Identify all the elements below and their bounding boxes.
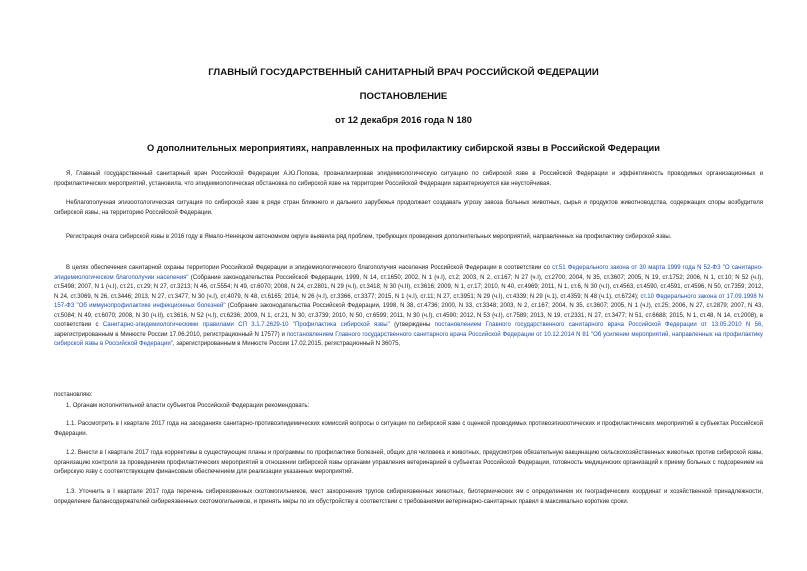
resolution-56-link[interactable]: постановлением Главного государственного санитарного врача Российской Федерации от 13.05.2010 N 56 xyxy=(434,322,762,328)
legal-basis-text-4: (утверждены xyxy=(389,322,435,328)
issuing-authority: ГЛАВНЫЙ ГОСУДАРСТВЕННЫЙ САНИТАРНЫЙ ВРАЧ РОССИЙСКОЙ ФЕДЕРАЦИИ xyxy=(208,67,599,78)
law-52-fz-link[interactable]: ст.51 Федерального закона от 30 марта 1999 года N 52-ФЗ "О санитарно-эпидемиологическом благополучии населения" xyxy=(54,265,764,281)
resolution-81-link[interactable]: постановлением Главного государственного санитарного врача Российской Федерации от 10.12.2014 N 81 "Об усилении мероприятий, направленных на профилактику сибирской язвы в Российской Федерации" xyxy=(54,331,763,347)
paragraph-item-1-3: 1.3. Уточнить в I квартале 2017 года перечень сибиреязвенных скотомогильников, мест захоронения трупов сибиреязвенных животных, биотермических ям с определением их географических координат и хозяйственной принадлежности, определение балансодержателей сибиреязвенных скотомогильников, и принять меры по их обустройству в соответствии с требованиями ветеринарно-санитарных правил в максимально короткие сроки. xyxy=(54,489,763,505)
paragraph-resolve: постановляю: xyxy=(54,392,93,398)
paragraph-item-1-1: 1.1. Рассмотреть в I квартале 2017 года на заседаниях санитарно-противоэпидемических комиссий вопросы о ситуации по сибирской язве с оценкой проводимых противоэпизоотических и профилактических мероприятий в субъектах Российской Федерации. xyxy=(54,421,763,437)
legal-basis-text-2: (Собрание законодательства Российской Федерации, 1999, N 14, ст.1650; 2002, N 1 (ч.I), ст.2; 2003, N 2, ст.167; N 27 (ч.I), ст.2700; 2004, N 35, ст.3607; 2005, N 19, ст.1752; 2006, N 1, ст.10; N 52 (ч.I), ст.5498; 2007, N 1 (ч.I), ст.21, ст.29; N 27, ст.3213; N 46, ст.5554; N 49, ст.6070; 2008, N 24, ст.2801, N 29 (ч.I), ст.3418; N 30 (ч.II), ст.3616; 2009, N 1, ст.17; 2010, N 40, ст.4969; 2011, N 1, ст.6, N 30 (ч.I), ст.4563, ст.4590, ст.4591, ст.4596, N 50, ст.7359; 2012, N 24, ст.3069, N 26, ст.3446; 2013, N 27, ст.3477, N 30 (ч.I), ст.4079, N 48, ст.6165; 2014, N 26 (ч.I), ст.3366, ст.3377; 2015, N 1 (ч.I), ст.11; N 27, ст.3951; N 29 (ч.I), ст.4339; N 29 (ч.1), ст.4359; N 48 (ч.1), ст.6724); xyxy=(54,274,763,300)
sanitary-rules-link[interactable]: Санитарно-эпидемиологическими правилами СП 3.1.7.2629-10 "Профилактика сибирской язвы" xyxy=(102,322,390,328)
paragraph-epizootic-situation: Неблагополучная эпизоотологическая ситуация по сибирской язве в ряде стран ближнего и дальнего зарубежья продолжает создавать угрозу завоза больных животных, сырья и продуктов животноводства, содержащих споры возбудителя сибирской язвы, на территорию Российской Федерации. xyxy=(54,200,763,216)
paragraph-item-1-2: 1.2. Внести в I квартале 2017 года коррективы в существующие планы и программы по профилактике болезней, общих для человека и животных, предусмотрев обязательную вакцинацию сельскохозяйственных животных против сибирской язвы, организацию контроля за проведением профилактических мероприятий в отношении сибирской язвы органами управления ветеринарией в субъектах Российской Федерации, готовность медицинских организаций к приему больных с подозрением на сибирскую язву с соответствующим финансовым обеспечением для реализации указанных мероприятий. xyxy=(54,450,763,475)
paragraph-item-1: 1. Органам исполнительной власти субъектов Российской Федерации рекомендовать: xyxy=(66,403,310,409)
document-date-number: от 12 декабря 2016 года N 180 xyxy=(335,115,472,125)
law-157-fz-link[interactable]: ст.10 Федерального закона от 17.09.1998 N 157-ФЗ "Об иммунопрофилактике инфекционных болезней" xyxy=(54,293,763,309)
legal-basis-text-3: (Собрание законодательства Российской Федерации, 1998, N 38, ст.4736; 2000, N 33, ст.3348; 2003, N 2, ст.167; 2004, N 35, ст.3607; 2005, N 1 (ч.I), ст.25; 2006, N 27, ст.2879; 2007, N 43, ст.5084; N 49, ст.6070; 2008, N 30 (ч.II), ст.3616, N 52 (ч.I), ст.6236; 2009, N 1, ст.21, N 30, ст.3739; 2010, N 50, ст.6599; 2011, N 30 (ч.I), ст.4590; 2012, N 53 (ч.I), ст.7589; 2013, N 19, ст.2331, N 27, ст.3477; N 51, ст.6688; 2015, N 1, ст.48, N 14, ст.2008), в соответствии с xyxy=(54,303,763,328)
paragraph-legal-basis xyxy=(54,264,763,350)
legal-basis-text-1: В целях обеспечения санитарной охраны территории Российской Федерации и эпидемиологического благополучия населения Российской Федерации в соответствии со xyxy=(66,265,553,271)
paragraph-registration: Регистрация очага сибирской язвы в 2016 году в Ямало-Ненецком автономном округе выявила ряд проблем, требующих проведения дополнительных мероприятий, направленных на профилактику сибирской язвы. xyxy=(66,234,672,240)
paragraph-preamble: Я, Главный государственный санитарный врач Российской Федерации А.Ю.Попова, проанализировав эпидемиологическую ситуацию по сибирской язве в Российской Федерации и эффективность проводимых организационных и профилактических мероприятий, установила, что эпидемиологическая обстановка по сибирской язве на территории Российской Федерации характеризуется как неустойчивая. xyxy=(54,171,763,187)
legal-basis-text-6: , зарегистрированным в Минюсте России 17.02.2015, регистрационный N 36075, xyxy=(172,341,401,347)
document-type: ПОСТАНОВЛЕНИЕ xyxy=(359,91,448,102)
legal-basis-text-5: , зарегистрированным в Минюсте России 17.06.2010, регистрационный N 17577) и xyxy=(54,322,763,338)
document-title: О дополнительных мероприятиях, направленных на профилактику сибирской язвы в Российской Федерации xyxy=(147,143,660,153)
